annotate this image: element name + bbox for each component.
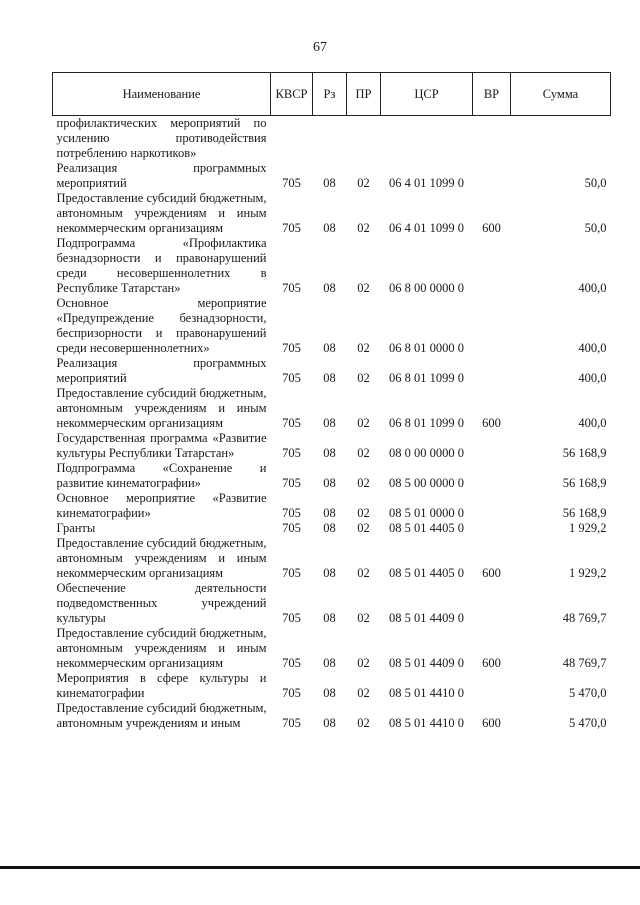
cell-sum: 48 769,7 bbox=[562, 656, 607, 670]
cell-pr: 02 bbox=[357, 656, 370, 670]
cell-name: Основное мероприятие «Развитие кинематографии» bbox=[56, 491, 267, 520]
cell-rz: 08 bbox=[323, 506, 336, 520]
cell-csr: 08 5 01 4405 0 bbox=[389, 521, 464, 535]
cell-vr: 600 bbox=[482, 416, 501, 430]
cell-csr: 08 5 00 0000 0 bbox=[389, 476, 464, 490]
table-body bbox=[53, 116, 611, 732]
cell-name: Мероприятия в сфере культуры и кинематографии bbox=[56, 671, 267, 700]
cell-csr: 06 4 01 1099 0 bbox=[389, 176, 464, 190]
cell-pr: 02 bbox=[357, 476, 370, 490]
cell-pr: 02 bbox=[357, 221, 370, 235]
cell-csr: 06 8 01 0000 0 bbox=[389, 341, 464, 355]
cell-kvsr: 705 bbox=[282, 476, 301, 490]
cell-kvsr: 705 bbox=[282, 566, 301, 580]
table-row bbox=[53, 296, 611, 356]
cell-rz: 08 bbox=[323, 656, 336, 670]
cell-name: Реализация программных мероприятий bbox=[56, 161, 267, 190]
budget-table bbox=[52, 72, 611, 731]
cell-vr: 600 bbox=[482, 566, 501, 580]
cell-kvsr: 705 bbox=[282, 416, 301, 430]
table-row bbox=[53, 581, 611, 626]
cell-vr bbox=[473, 461, 511, 491]
cell-vr bbox=[473, 431, 511, 461]
cell-name: профилактических мероприятий по усилению противодействия потреблению наркотиков» bbox=[56, 116, 267, 160]
cell-csr: 08 5 01 4410 0 bbox=[389, 716, 464, 730]
table-row bbox=[53, 431, 611, 461]
cell-pr: 02 bbox=[357, 521, 370, 535]
cell-rz: 08 bbox=[323, 416, 336, 430]
cell-rz: 08 bbox=[323, 521, 336, 535]
cell-csr: 06 4 01 1099 0 bbox=[389, 221, 464, 235]
table-row bbox=[53, 191, 611, 236]
page-number: 67 bbox=[313, 40, 327, 55]
cell-csr: 08 5 01 4409 0 bbox=[389, 656, 464, 670]
cell-rz: 08 bbox=[323, 176, 336, 190]
cell-vr: 600 bbox=[482, 716, 501, 730]
cell-pr: 02 bbox=[357, 446, 370, 460]
cell-csr: 08 5 01 4405 0 bbox=[389, 566, 464, 580]
cell-name: Обеспечение деятельности подведомственных учреждений культуры bbox=[56, 581, 267, 625]
cell-kvsr: 705 bbox=[282, 341, 301, 355]
column-header-rz: Рз bbox=[313, 73, 347, 116]
cell-sum: 50,0 bbox=[584, 221, 607, 235]
column-header-csr: ЦСР bbox=[381, 73, 473, 116]
cell-sum bbox=[511, 116, 611, 162]
table-row bbox=[53, 161, 611, 191]
cell-csr: 08 5 01 4409 0 bbox=[389, 611, 464, 625]
cell-name: Государственная программа «Развитие культуры Республики Татарстан» bbox=[56, 431, 267, 460]
cell-sum: 5 470,0 bbox=[569, 686, 607, 700]
cell-vr bbox=[473, 116, 511, 162]
table-row bbox=[53, 236, 611, 296]
cell-name: Подпрограмма «Сохранение и развитие кинематографии» bbox=[56, 461, 267, 490]
table-row bbox=[53, 356, 611, 386]
cell-rz: 08 bbox=[323, 371, 336, 385]
cell-kvsr: 705 bbox=[282, 446, 301, 460]
cell-rz bbox=[313, 116, 347, 162]
table-row bbox=[53, 116, 611, 162]
cell-sum: 400,0 bbox=[578, 371, 607, 385]
cell-pr: 02 bbox=[357, 281, 370, 295]
cell-pr: 02 bbox=[357, 371, 370, 385]
cell-name: Предоставление субсидий бюджетным, автономным учреждениям и иным некоммерческим организациям bbox=[56, 626, 267, 670]
cell-sum: 400,0 bbox=[578, 341, 607, 355]
cell-pr: 02 bbox=[357, 341, 370, 355]
cell-pr: 02 bbox=[357, 716, 370, 730]
cell-vr bbox=[473, 671, 511, 701]
cell-kvsr: 705 bbox=[282, 371, 301, 385]
cell-pr: 02 bbox=[357, 416, 370, 430]
cell-csr bbox=[381, 116, 473, 162]
cell-vr bbox=[473, 161, 511, 191]
cell-sum: 48 769,7 bbox=[562, 611, 607, 625]
cell-vr: 600 bbox=[482, 221, 501, 235]
cell-rz: 08 bbox=[323, 476, 336, 490]
cell-sum: 56 168,9 bbox=[562, 506, 607, 520]
cell-pr: 02 bbox=[357, 506, 370, 520]
cell-pr: 02 bbox=[357, 611, 370, 625]
cell-vr bbox=[473, 491, 511, 521]
table-row bbox=[53, 671, 611, 701]
cell-name: Подпрограмма «Профилактика безнадзорности и правонарушений среди несовершеннолетних в Республике Татарстан» bbox=[56, 236, 267, 295]
cell-vr bbox=[473, 236, 511, 296]
cell-csr: 06 8 00 0000 0 bbox=[389, 281, 464, 295]
table-row bbox=[53, 626, 611, 671]
table-row bbox=[53, 386, 611, 431]
cell-sum: 56 168,9 bbox=[562, 476, 607, 490]
cell-sum: 5 470,0 bbox=[569, 716, 607, 730]
cell-vr bbox=[473, 356, 511, 386]
cell-kvsr: 705 bbox=[282, 221, 301, 235]
cell-sum: 1 929,2 bbox=[569, 521, 607, 535]
cell-name: Реализация программных мероприятий bbox=[56, 356, 267, 385]
cell-name: Предоставление субсидий бюджетным, автономным учреждениям и иным некоммерческим организациям bbox=[56, 191, 267, 235]
cell-name: Гранты bbox=[56, 521, 96, 535]
column-header-name: Наименование bbox=[53, 73, 271, 116]
cell-rz: 08 bbox=[323, 446, 336, 460]
cell-csr: 08 5 01 0000 0 bbox=[389, 506, 464, 520]
cell-csr: 06 8 01 1099 0 bbox=[389, 371, 464, 385]
cell-sum: 1 929,2 bbox=[569, 566, 607, 580]
cell-pr: 02 bbox=[357, 686, 370, 700]
cell-kvsr: 705 bbox=[282, 716, 301, 730]
cell-pr: 02 bbox=[357, 176, 370, 190]
cell-kvsr bbox=[271, 116, 313, 162]
cell-kvsr: 705 bbox=[282, 611, 301, 625]
cell-csr: 08 0 00 0000 0 bbox=[389, 446, 464, 460]
cell-vr bbox=[473, 521, 511, 536]
cell-pr: 02 bbox=[357, 566, 370, 580]
cell-kvsr: 705 bbox=[282, 656, 301, 670]
cell-rz: 08 bbox=[323, 566, 336, 580]
cell-vr: 600 bbox=[482, 656, 501, 670]
cell-rz: 08 bbox=[323, 341, 336, 355]
page-bottom-rule bbox=[0, 866, 640, 869]
table-header bbox=[53, 73, 611, 116]
cell-kvsr: 705 bbox=[282, 686, 301, 700]
cell-rz: 08 bbox=[323, 686, 336, 700]
cell-kvsr: 705 bbox=[282, 281, 301, 295]
cell-kvsr: 705 bbox=[282, 506, 301, 520]
table-row bbox=[53, 701, 611, 731]
cell-rz: 08 bbox=[323, 281, 336, 295]
table-row bbox=[53, 536, 611, 581]
cell-name: Предоставление субсидий бюджетным, автономным учреждениям и иным некоммерческим организациям bbox=[56, 536, 267, 580]
cell-sum: 400,0 bbox=[578, 416, 607, 430]
table-row bbox=[53, 521, 611, 536]
column-header-vr: ВР bbox=[473, 73, 511, 116]
cell-sum: 50,0 bbox=[584, 176, 607, 190]
cell-rz: 08 bbox=[323, 716, 336, 730]
cell-rz: 08 bbox=[323, 221, 336, 235]
cell-name: Основное мероприятие «Предупреждение безнадзорности, беспризорности и правонарушений среди несовершеннолетних» bbox=[56, 296, 267, 355]
cell-vr bbox=[473, 296, 511, 356]
cell-pr bbox=[347, 116, 381, 162]
cell-kvsr: 705 bbox=[282, 176, 301, 190]
table-row bbox=[53, 461, 611, 491]
cell-sum: 56 168,9 bbox=[562, 446, 607, 460]
cell-kvsr: 705 bbox=[282, 521, 301, 535]
cell-name: Предоставление субсидий бюджетным, автономным учреждениям и иным bbox=[56, 701, 267, 730]
cell-csr: 08 5 01 4410 0 bbox=[389, 686, 464, 700]
cell-vr bbox=[473, 581, 511, 626]
column-header-sum: Сумма bbox=[511, 73, 611, 116]
column-header-kvsr: КВСР bbox=[271, 73, 313, 116]
table-row bbox=[53, 491, 611, 521]
column-header-pr: ПР bbox=[347, 73, 381, 116]
cell-name: Предоставление субсидий бюджетным, автономным учреждениям и иным некоммерческим организациям bbox=[56, 386, 267, 430]
cell-rz: 08 bbox=[323, 611, 336, 625]
cell-csr: 06 8 01 1099 0 bbox=[389, 416, 464, 430]
cell-sum: 400,0 bbox=[578, 281, 607, 295]
